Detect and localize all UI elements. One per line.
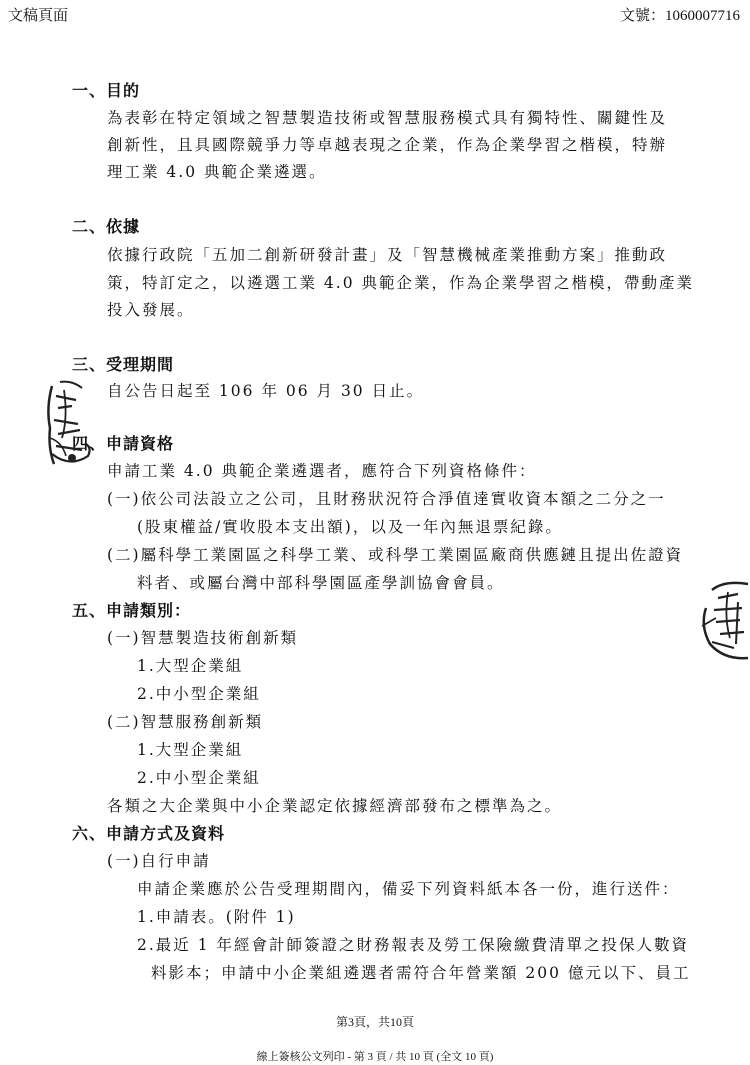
paragraph-line: 策，特訂定之，以遴選工業 4.0 典範企業，作為企業學習之楷模，帶動產業: [107, 274, 695, 292]
list-item-continuation: 料者、或屬台灣中部科學園區產學訓協會會員。: [137, 574, 505, 592]
list-item: 1.大型企業組: [137, 657, 244, 675]
paragraph-line: 為表彰在特定領域之智慧製造技術或智慧服務模式具有獨特性、關鍵性及: [107, 109, 668, 127]
list-item-continuation: (股東權益/實收股本支出額)，以及一年內無退票紀錄。: [137, 518, 563, 536]
list-item: 2.中小型企業組: [137, 769, 261, 787]
list-item: (一)智慧製造技術創新類: [107, 629, 299, 647]
paragraph-line: 自公告日起至 106 年 06 月 30 日止。: [107, 382, 425, 400]
section-title-basis: 二、依據: [72, 217, 141, 236]
page-number: 第3頁，共10頁: [335, 1015, 414, 1029]
paragraph-line: 創新性，且具國際競爭力等卓越表現之企業，作為企業學習之楷模，特辦: [107, 136, 668, 154]
paragraph-line: 依據行政院「五加二創新研發計畫」及「智慧機械產業推動方案」推動政: [107, 246, 668, 264]
paragraph-line: 投入發展。: [107, 301, 195, 319]
list-item: (一)自行申請: [107, 852, 211, 870]
section-title-eligibility: 四、申請資格: [72, 434, 175, 453]
header-doc-number: 文號：1060007716: [619, 8, 740, 24]
section-title-application: 六、申請方式及資料: [72, 824, 226, 843]
paragraph-line: 理工業 4.0 典範企業遴選。: [107, 163, 327, 181]
list-item: (二)智慧服務創新類: [107, 713, 264, 731]
list-item-continuation: 料影本；申請中小企業組遴選者需符合年營業額 200 億元以下、員工: [151, 964, 691, 982]
paragraph-line: 各類之大企業與中小企業認定依據經濟部發布之標準為之。: [107, 797, 563, 815]
list-item: 1.申請表。(附件 1): [137, 908, 296, 926]
header-doc-type: 文稿頁面: [8, 8, 69, 24]
seal-stamp-left: [42, 378, 98, 470]
list-item: (二)屬科學工業園區之科學工業、或科學工業園區廠商供應鏈且提出佐證資: [107, 546, 684, 564]
seal-stamp-right: [694, 578, 750, 662]
paragraph-line: 申請企業應於公告受理期間內，備妥下列資料紙本各一份，進行送件：: [137, 880, 680, 898]
list-item: 1.大型企業組: [137, 741, 244, 759]
print-footer: 線上簽核公文列印 - 第 3 頁 / 共 10 頁 (全文 10 頁): [256, 1051, 494, 1063]
section-title-categories: 五、申請類別：: [72, 601, 192, 620]
paragraph-line: 申請工業 4.0 典範企業遴選者，應符合下列資格條件：: [107, 462, 537, 480]
list-item: (一)依公司法設立之公司，且財務狀況符合淨值達實收資本額之二分之一: [107, 490, 666, 508]
section-title-purpose: 一、目的: [72, 81, 141, 100]
section-title-period: 三、受理期間: [72, 355, 175, 374]
list-item: 2.最近 1 年經會計師簽證之財務報表及勞工保險繳費清單之投保人數資: [137, 936, 690, 954]
list-item: 2.中小型企業組: [137, 685, 261, 703]
